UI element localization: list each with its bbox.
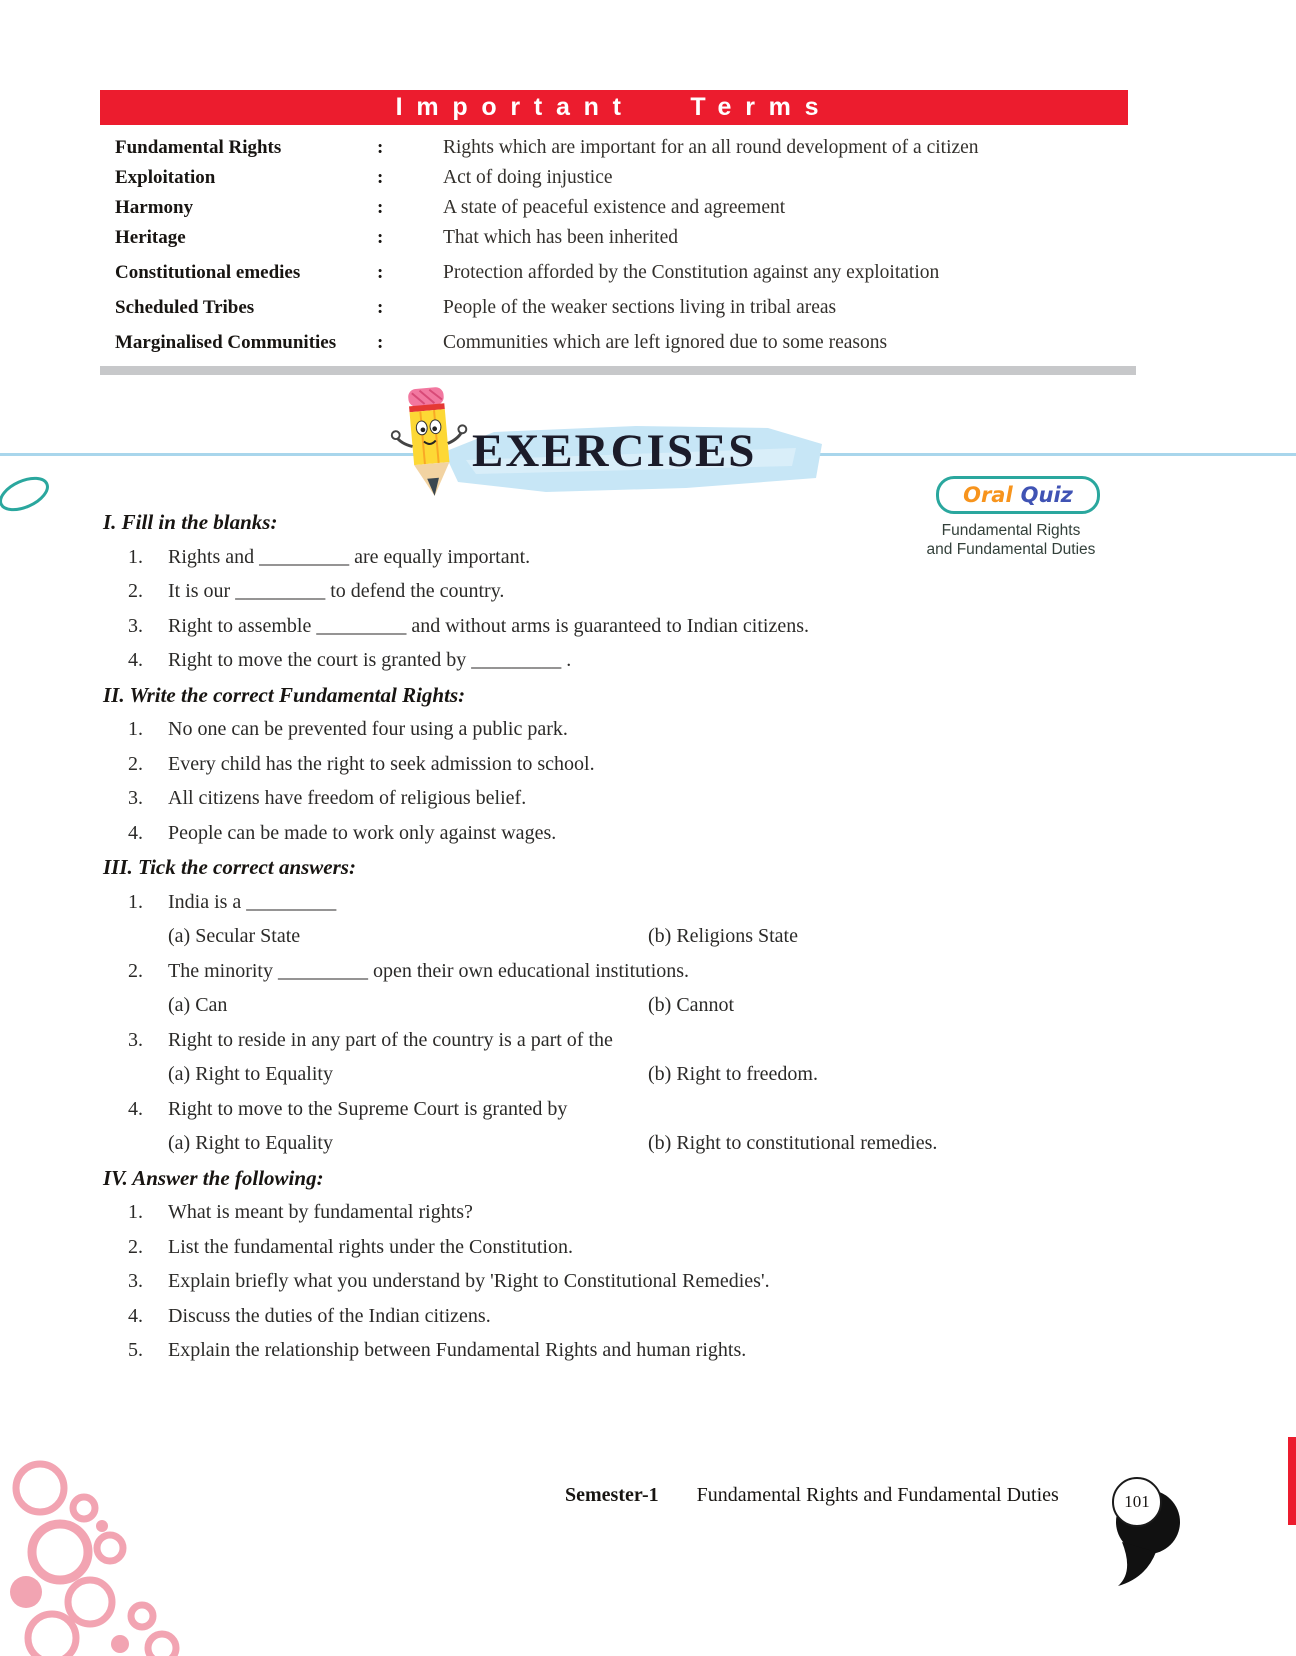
option-a: (a) Right to Equality <box>168 1132 333 1154</box>
item-text: Every child has the right to seek admission to school. <box>168 752 595 775</box>
item-text: Explain briefly what you understand by 'Right to Constitutional Remedies'. <box>168 1270 770 1292</box>
term-name: Heritage <box>115 227 186 248</box>
oral-quiz-subtitle-line1: Fundamental Rights <box>941 522 1081 539</box>
item-number: 4. <box>128 649 143 671</box>
term-row <box>115 332 1177 362</box>
exercise-item <box>103 1023 1203 1058</box>
item-number: 4. <box>128 1097 143 1120</box>
page-number-badge: 101 <box>1112 1477 1162 1527</box>
item-options <box>103 1126 1203 1161</box>
term-colon: : <box>377 197 384 218</box>
section-divider <box>100 366 1136 375</box>
item-text: Right to assemble _________ and without arms is guaranteed to Indian citizens. <box>168 614 809 637</box>
item-text: People can be made to work only against wages. <box>168 821 557 844</box>
exercise-sections <box>103 505 1203 1368</box>
exercise-item <box>103 540 1203 575</box>
term-colon: : <box>377 332 384 353</box>
exercise-item <box>103 781 1203 816</box>
term-colon: : <box>377 297 384 318</box>
section-heading: IV. Answer the following: <box>103 1165 324 1190</box>
item-text: Explain the relationship between Fundamental Rights and human rights. <box>168 1339 747 1361</box>
item-number: 2. <box>128 752 143 775</box>
term-name: Scheduled Tribes <box>115 297 255 318</box>
term-definition: That which has been inherited <box>443 227 678 248</box>
term-colon: : <box>377 137 384 158</box>
oral-quiz-word-quiz: Quiz <box>1020 483 1073 507</box>
section-heading: II. Write the correct Fundamental Rights: <box>103 682 466 707</box>
exercises-heading: EXERCISES <box>472 425 757 477</box>
quiz-badge-swoosh <box>0 472 54 516</box>
exercise-section <box>103 1161 1203 1368</box>
exercise-item <box>103 747 1203 782</box>
red-edge-strip <box>1288 1437 1296 1525</box>
item-text: What is meant by fundamental rights? <box>168 1201 473 1223</box>
option-b: (b) Right to freedom. <box>648 1063 818 1085</box>
section-heading: I. Fill in the blanks: <box>103 510 278 534</box>
oral-quiz-word-oral: Oral <box>963 483 1013 507</box>
item-text: It is our _________ to defend the country. <box>168 580 505 602</box>
item-number: 3. <box>128 1270 143 1292</box>
term-row <box>115 297 1177 327</box>
item-text: Rights and _________ are equally important. <box>168 545 531 568</box>
term-name: Exploitation <box>115 167 216 188</box>
important-terms-banner <box>100 90 1128 125</box>
term-name: Marginalised Communities <box>115 332 337 353</box>
footer-chapter-title: Fundamental Rights and Fundamental Duties <box>696 1484 1059 1506</box>
term-row <box>115 262 1177 292</box>
exercise-section <box>103 678 1203 851</box>
term-name: Constitutional emedies <box>115 262 301 283</box>
term-definition: Rights which are important for an all round development of a citizen <box>443 137 979 158</box>
item-number: 4. <box>128 821 143 844</box>
item-number: 1. <box>128 1201 143 1223</box>
term-definition: Protection afforded by the Constitution against any exploitation <box>443 262 940 283</box>
exercise-item <box>103 1195 1203 1230</box>
item-text: Discuss the duties of the Indian citizens. <box>168 1304 491 1327</box>
term-row <box>115 137 1177 167</box>
exercise-item <box>103 1264 1203 1299</box>
exercise-item <box>103 1092 1203 1127</box>
item-text: Right to move to the Supreme Court is granted by <box>168 1097 568 1120</box>
term-definition: People of the weaker sections living in tribal areas <box>443 297 837 318</box>
exercise-item <box>103 1299 1203 1334</box>
exercise-item <box>103 816 1203 851</box>
item-number: 5. <box>128 1339 143 1361</box>
item-number: 1. <box>128 890 143 913</box>
option-a: (a) Secular State <box>168 925 301 947</box>
item-text: Right to reside in any part of the country is a part of the <box>168 1028 613 1051</box>
exercise-item <box>103 609 1203 644</box>
item-number: 3. <box>128 614 143 637</box>
exercise-item <box>103 1333 1203 1368</box>
option-b: (b) Religions State <box>648 925 798 947</box>
option-b: (b) Cannot <box>648 994 735 1016</box>
term-row <box>115 197 1177 227</box>
option-a: (a) Can <box>168 994 228 1016</box>
item-options <box>103 919 1203 954</box>
term-row <box>115 227 1177 257</box>
exercise-section <box>103 850 1203 1161</box>
option-b: (b) Right to constitutional remedies. <box>648 1132 938 1154</box>
term-definition: Communities which are left ignored due to some reasons <box>443 332 888 353</box>
page-footer <box>565 1484 1059 1507</box>
item-text: List the fundamental rights under the Constitution. <box>168 1235 573 1258</box>
term-name: Fundamental Rights <box>115 137 282 158</box>
footer-semester: Semester-1 <box>565 1484 659 1506</box>
exercise-item <box>103 885 1203 920</box>
item-options <box>103 988 1203 1023</box>
item-text: The minority _________ open their own educational institutions. <box>168 959 690 982</box>
option-a: (a) Right to Equality <box>168 1063 333 1085</box>
item-options <box>103 1057 1203 1092</box>
item-text: Right to move the court is granted by _________ . <box>168 649 572 671</box>
oral-quiz-subtitle-line2: and Fundamental Duties <box>926 541 1096 558</box>
exercise-item <box>103 954 1203 989</box>
term-definition: A state of peaceful existence and agreement <box>443 197 786 218</box>
term-row <box>115 167 1177 197</box>
exercise-item <box>103 574 1203 609</box>
item-number: 3. <box>128 1028 143 1051</box>
term-colon: : <box>377 262 384 283</box>
pencil-mascot-icon <box>390 384 470 502</box>
section-heading: III. Tick the correct answers: <box>103 855 356 879</box>
item-number: 4. <box>128 1304 143 1327</box>
term-colon: : <box>377 167 384 188</box>
exercise-section <box>103 505 1203 678</box>
decorative-circles <box>0 1430 240 1656</box>
exercise-item <box>103 643 1203 678</box>
term-name: Harmony <box>115 197 194 218</box>
item-number: 2. <box>128 1235 143 1258</box>
item-text: All citizens have freedom of religious belief. <box>168 787 527 809</box>
item-number: 3. <box>128 787 143 809</box>
important-terms-title: Important Terms <box>395 93 833 121</box>
term-colon: : <box>377 227 384 248</box>
item-number: 1. <box>128 545 143 568</box>
terms-table <box>115 137 1177 362</box>
item-number: 2. <box>128 959 143 982</box>
term-definition: Act of doing injustice <box>443 167 613 188</box>
item-text: India is a _________ <box>168 890 337 913</box>
exercise-item <box>103 1230 1203 1265</box>
exercise-item <box>103 712 1203 747</box>
item-text: No one can be prevented four using a public park. <box>168 718 568 740</box>
item-number: 1. <box>128 718 143 740</box>
item-number: 2. <box>128 580 143 602</box>
